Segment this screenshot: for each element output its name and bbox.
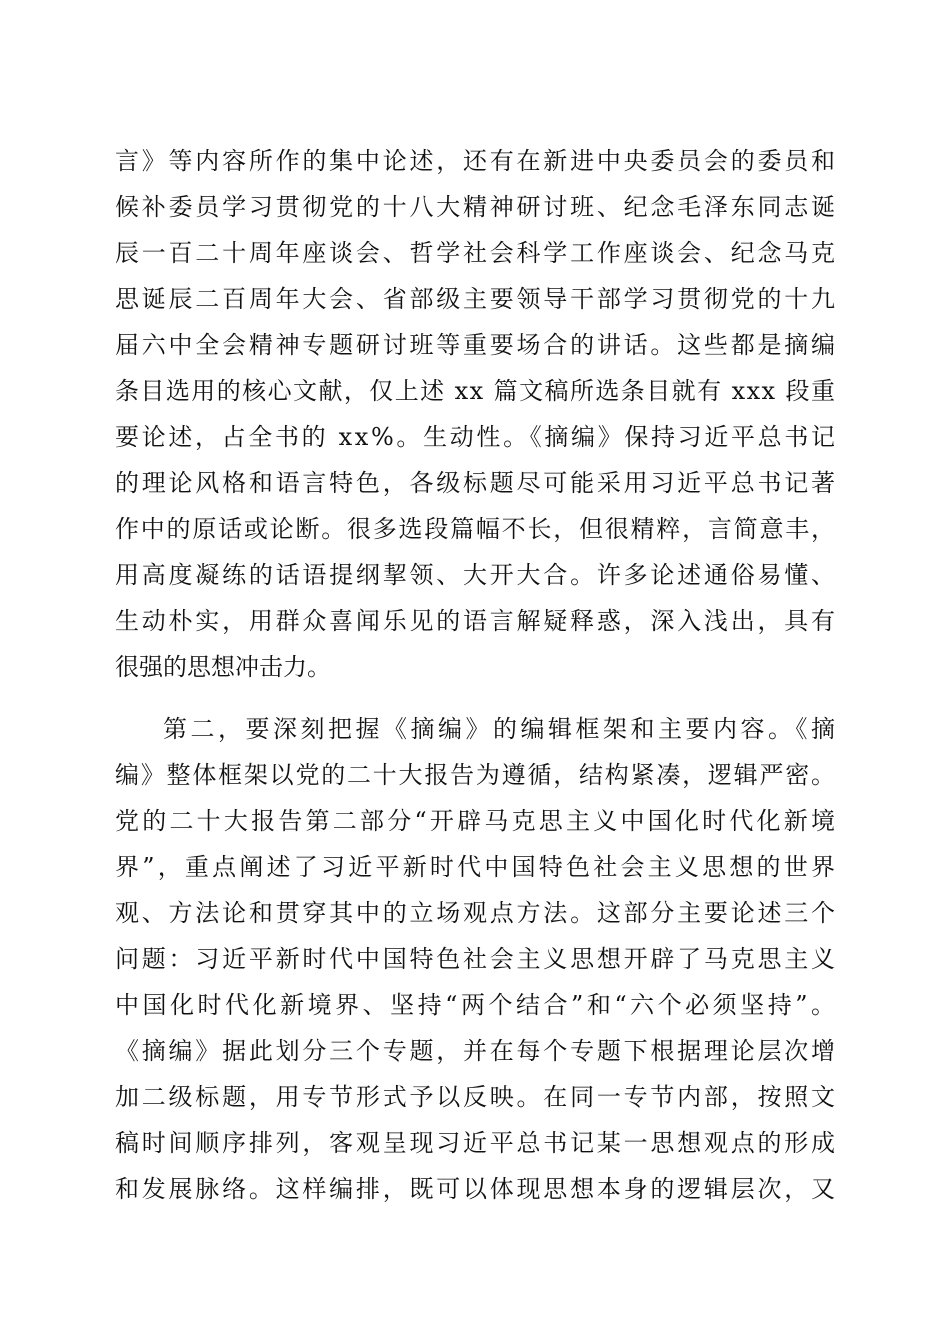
text-line: 言》等内容所作的集中论述，还有在新进中央委员会的委员和: [115, 147, 838, 175]
text-line: 要论述，占全书的 xx%。生动性。《摘编》保持习近平总书记: [115, 423, 838, 451]
text-line: 很强的思想冲击力。: [115, 653, 331, 681]
text-line: 辰一百二十周年座谈会、哲学社会科学工作座谈会、纪念马克: [115, 239, 838, 267]
text-line: 生动朴实，用群众喜闻乐见的语言解疑释惑，深入浅出，具有: [115, 607, 838, 635]
text-line: 中国化时代化新境界、坚持“两个结合”和“六个必须坚持”。: [115, 991, 839, 1019]
text-line: 作中的原话或论断。很多选段篇幅不长，但很精粹，言简意丰，: [115, 515, 837, 543]
text-line: 届六中全会精神专题研讨班等重要场合的讲话。这些都是摘编: [115, 331, 838, 359]
text-line: 《摘编》据此划分三个专题，并在每个专题下根据理论层次增: [115, 1037, 838, 1065]
text-line: 用高度凝练的话语提纲挈领、大开大合。许多论述通俗易懂、: [115, 561, 838, 589]
text-line: 和发展脉络。这样编排，既可以体现思想本身的逻辑层次，又: [115, 1175, 838, 1203]
text-line: 候补委员学习贯彻党的十八大精神研讨班、纪念毛泽东同志诞: [115, 193, 838, 221]
text-line: 党的二十大报告第二部分“开辟马克思主义中国化时代化新境: [115, 807, 839, 835]
text-line: 稿时间顺序排列，客观呈现习近平总书记某一思想观点的形成: [115, 1129, 838, 1157]
text-line: 观、方法论和贯穿其中的立场观点方法。这部分主要论述三个: [115, 899, 838, 927]
text-line: 思诞辰二百周年大会、省部级主要领导干部学习贯彻党的十九: [115, 285, 838, 313]
text-line: 的理论风格和语言特色，各级标题尽可能采用习近平总书记著: [115, 469, 838, 497]
text-line: 问题：习近平新时代中国特色社会主义思想开辟了马克思主义: [115, 945, 838, 973]
text-line: 编》整体框架以党的二十大报告为遵循，结构紧凑，逻辑严密。: [115, 761, 837, 789]
text-line: 加二级标题，用专节形式予以反映。在同一专节内部，按照文: [115, 1083, 838, 1111]
text-line: 第二，要深刻把握《摘编》的编辑框架和主要内容。《摘: [163, 715, 839, 743]
text-line: 条目选用的核心文献，仅上述 xx 篇文稿所选条目就有 xxx 段重: [115, 377, 837, 405]
text-line: 界”，重点阐述了习近平新时代中国特色社会主义思想的世界: [115, 853, 839, 881]
